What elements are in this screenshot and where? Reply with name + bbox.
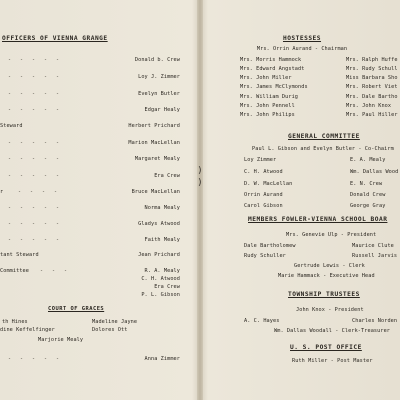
grace-name: th Hines bbox=[2, 319, 28, 325]
officer-name: Gladys Atwood bbox=[138, 221, 180, 227]
staple-icon: ) bbox=[197, 166, 203, 176]
officer-name: Evelyn Butler bbox=[138, 91, 180, 97]
book-gutter bbox=[197, 0, 203, 400]
officers-heading: OFFICERS OF VIENNA GRANGE bbox=[2, 35, 108, 42]
officer-name: Era Crew bbox=[154, 173, 180, 179]
committee-member: P. L. Gibson bbox=[141, 292, 180, 298]
trustee-name: A. C. Hayes bbox=[244, 318, 280, 324]
committee-title: Committee bbox=[0, 268, 30, 274]
right-page: HOSTESSES Mrs. Orrin Aurand - Chairman Mrs. Morris Hammock Mrs. Ralph Huffe Mrs. Edward Angstadt Mrs. Rudy Schull Mrs. John Miller Miss Barbara Sho Mrs. James McClymonds Mrs. Robert Viet Mrs. William Durig Mrs. Dale Bartho Mrs. John Pennell Mrs. John Knox Mrs. John Philips Mrs. Paul Hiller GENERAL COMMITTEE Paul L. Gibson and Evelyn Butler - Co-Chairm Loy Zimmer E. A. Mealy C. H. Atwood Wm. Dallas Wood D. W. MacLellan E. N. Crew Orrin Aurand Donald Crew Carol Gibson George Gray MEMBERS FOWLER-VIENNA SCHOOL BOAR Mrs. Genevie Ulp - President Dale Bartholomew Maurice Clute Rudy Schuller Russell Jarvis Gertrude Lewis - Clerk Marie Hammack - Executive Head TOWNSHIP TRUSTEES John Knox - President A. C. Hayes Charles Norden Wm. Dallas Woodall - Clerk-Treasurer U. S. POST OFFICE Ruth Miller - Post Master bbox=[204, 0, 400, 400]
officer-name: Faith Mealy bbox=[144, 237, 180, 243]
general-committee-heading: GENERAL COMMITTEE bbox=[288, 133, 360, 140]
school-board-member: Maurice Clute bbox=[352, 243, 394, 249]
officer-name: Anna Zimmer bbox=[144, 356, 180, 362]
trustees-clerk: Wm. Dallas Woodall - Clerk-Treasurer bbox=[274, 328, 391, 334]
post-office-heading: U. S. POST OFFICE bbox=[290, 344, 362, 351]
school-board-heading: MEMBERS FOWLER-VIENNA SCHOOL BOAR bbox=[248, 216, 388, 223]
officer-title: r bbox=[0, 189, 4, 195]
general-committee-chairmen: Paul L. Gibson and Evelyn Butler - Co-Chairm bbox=[252, 146, 394, 152]
officer-name: Norma Mealy bbox=[144, 205, 180, 211]
school-board-member: Rudy Schuller bbox=[244, 253, 286, 259]
school-board-clerk: Gertrude Lewis - Clerk bbox=[294, 263, 365, 269]
hostesses-heading: HOSTESSES bbox=[282, 35, 322, 42]
officer-title: tant Steward bbox=[0, 252, 39, 258]
court-of-graces-heading: COURT OF GRACES bbox=[48, 306, 105, 312]
officer-name: Marion MacLellan bbox=[128, 140, 180, 146]
committee-member: Era Crew bbox=[154, 284, 180, 290]
staple-icon: ) bbox=[197, 178, 203, 188]
school-board-member: Dale Bartholomew bbox=[244, 243, 296, 249]
township-trustees-heading: TOWNSHIP TRUSTEES bbox=[288, 291, 360, 298]
hostesses-chairman: Mrs. Orrin Aurand - Chairman bbox=[256, 46, 348, 52]
grace-name: dine Keffelfinger bbox=[0, 327, 55, 333]
officer-name: Edgar Healy bbox=[144, 107, 180, 113]
school-board-president: Mrs. Genevie Ulp - President bbox=[286, 232, 377, 238]
school-board-head: Marie Hammack - Executive Head bbox=[278, 273, 375, 279]
officer-name: Donald b. Crew bbox=[134, 57, 180, 63]
grace-name: Madeline Jayne bbox=[92, 319, 138, 325]
officer-title: Steward bbox=[0, 123, 23, 129]
officer-name: Bruce MacLellan bbox=[131, 189, 180, 195]
officer-name: Jean Prichard bbox=[138, 252, 180, 258]
officer-name: Herbert Prichard bbox=[128, 123, 180, 129]
school-board-member: Russell Jarvis bbox=[352, 253, 398, 259]
trustee-name: Charles Norden bbox=[352, 318, 398, 324]
post-master: Ruth Miller - Post Master bbox=[292, 358, 373, 364]
trustees-president: John Knox - President bbox=[296, 307, 364, 313]
committee-member: C. H. Atwood bbox=[141, 276, 180, 282]
officer-name: Loy J. Zimmer bbox=[138, 74, 180, 80]
officer-name: Margaret Mealy bbox=[134, 156, 180, 162]
grace-name: Marjorie Mealy bbox=[38, 337, 84, 343]
left-page: OFFICERS OF VIENNA GRANGE ----- Donald b. Crew ----- Loy J. Zimmer ----- Evelyn Butler ----- Edgar Healy Steward Herbert Prichard ----- Marion MacLellan ----- Margaret Mealy ----- Era Crew r ---- Bruce MacLellan ----- Norma Mealy ----- Gladys Atwood ----- Faith Mealy tant Steward Jean Prichard Committee --- R. A. Mealy C. H. Atwood Era Crew P. L. Gibson COURT OF GRACES th Hines Madeline Jayne dine Keffelfinger Dolores Ott Marjorie Mealy ----- Anna Zimmer bbox=[0, 35, 180, 362]
committee-member: R. A. Mealy bbox=[144, 268, 180, 274]
grace-name: Dolores Ott bbox=[92, 327, 128, 333]
